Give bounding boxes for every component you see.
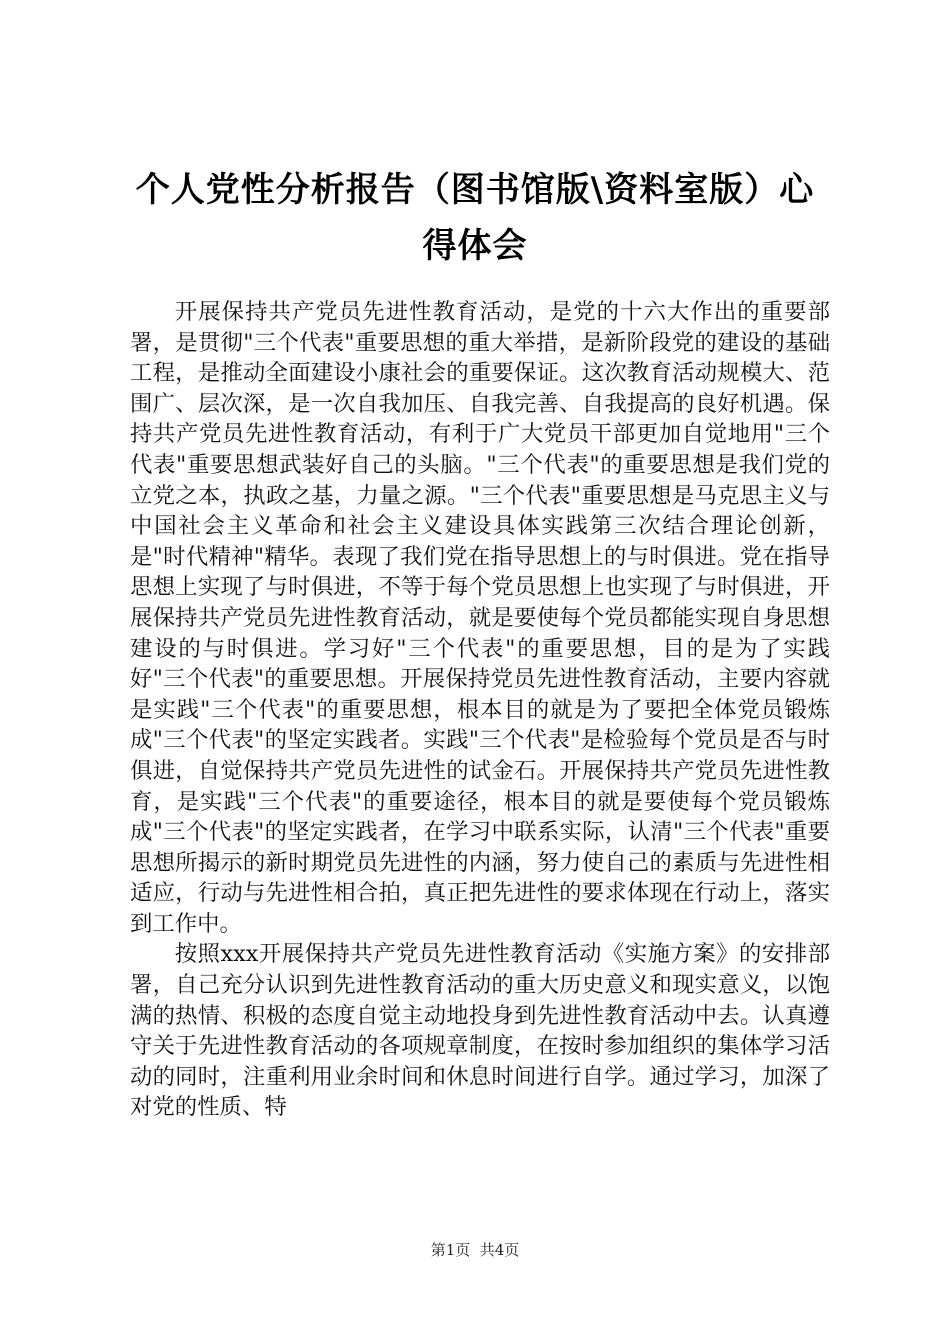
document-title: 个人党性分析报告（图书馆版\资料室版）心得体会 [135, 170, 815, 266]
page-footer [0, 1240, 950, 1260]
document-body [130, 297, 830, 1123]
paragraph-1: 开展保持共产党员先进性教育活动，是党的十六大作出的重要部署，是贯彻"三个代表"重要思想的重大举措，是新阶段党的建设的基础工程，是推动全面建设小康社会的重要保证。这次教育活动规模大、范围广、层次深，是一次自我加压、自我完善、自我提高的良好机遇。保持共产党员先进性教育活动，有利于广大党员干部更加自觉地用"三个代表"重要思想武装好自己的头脑。"三个代表"的重要思想是我们党的立党之本，执政之基，力量之源。"三个代表"重要思想是马克思主义与中国社会主义革命和社会主义建设具体实践第三次结合理论创新，是"时代精神"精华。表现了我们党在指导思想上的与时俱进。党在指导思想上实现了与时俱进，不等于每个党员思想上也实现了与时俱进，开展保持共产党员先进性教育活动，就是要使每个党员都能实现自身思想建设的与时俱进。学习好"三个代表"的重要思想，目的是为了实践好"三个代表"的重要思想。开展保持党员先进性教育活动，主要内容就是实践"三个代表"的重要思想，根本目的就是为了要把全体党员锻炼成"三个代表"的坚定实践者。实践"三个代表"是检验每个党员是否与时俱进，自觉保持共产党员先进性的试金石。开展保持共产党员先进性教育，是实践"三个代表"的重要途径，根本目的就是要使每个党员锻炼成"三个代表"的坚定实践者，在学习中联系实际，认清"三个代表"重要思想所揭示的新时期党员先进性的内涵，努力使自己的素质与先进性相适应，行动与先进性相合拍，真正把先进性的要求体现在行动上，落实到工作中。 [130, 299, 830, 937]
page-number: 第1页 共4页 [430, 1241, 520, 1259]
paragraph-2: 按照xxx开展保持共产党员先进性教育活动《实施方案》的安排部署，自己充分认识到先进性教育活动的重大历史意义和现实意义，以饱满的热情、积极的态度自觉主动地投身到先进性教育活动中去。认真遵守关于先进性教育活动的各项规章制度，在按时参加组织的集体学习活动的同时，注重利用业余时间和休息时间进行自学。通过学习，加深了对党的性质、特 [130, 941, 830, 1121]
